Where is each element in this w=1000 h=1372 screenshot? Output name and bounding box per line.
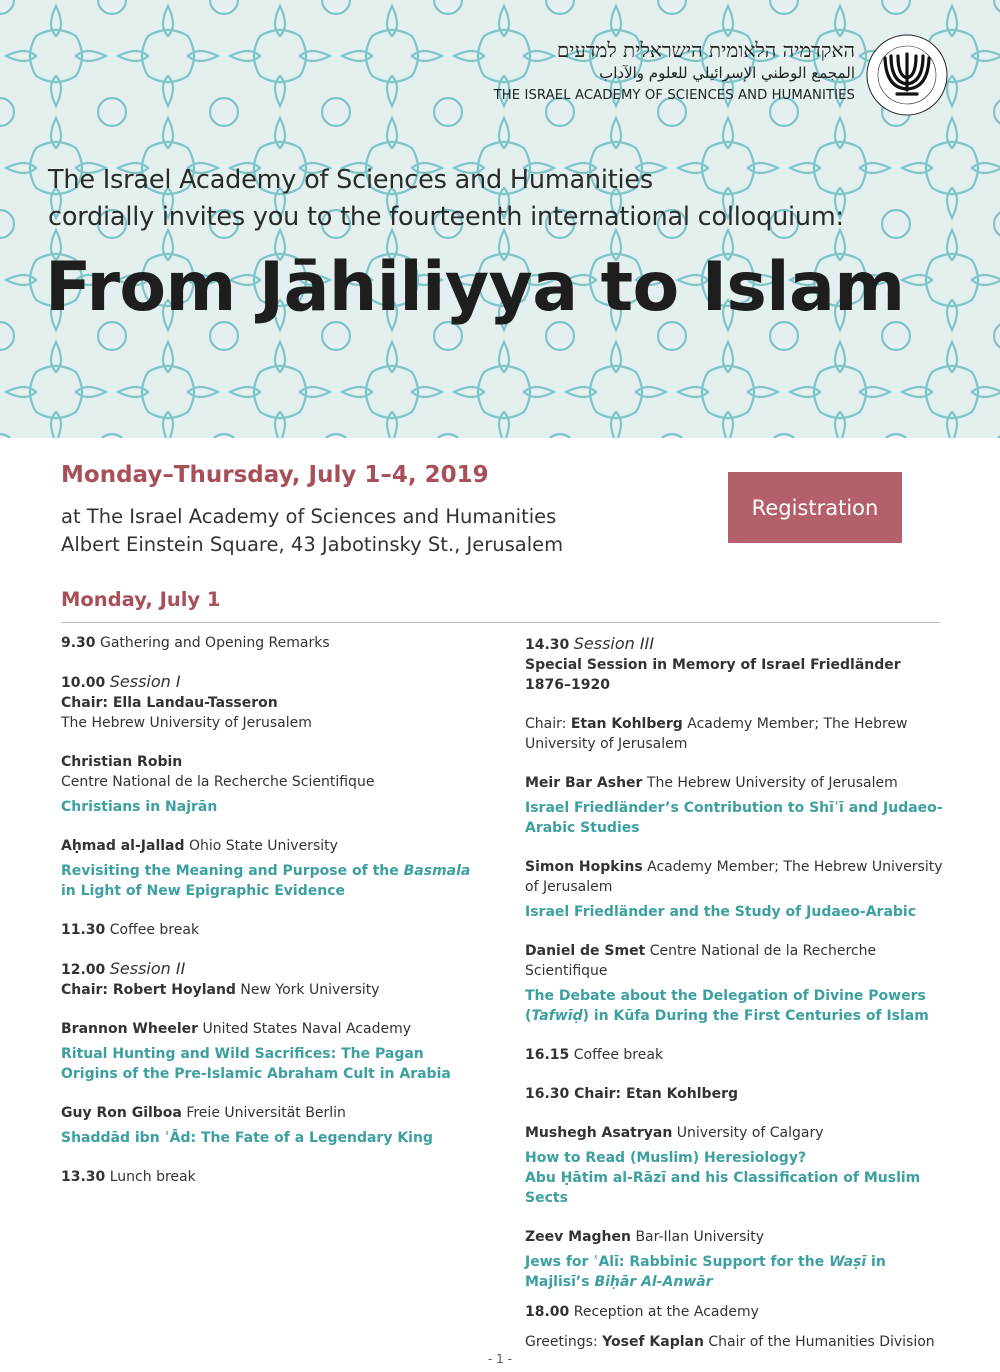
event-dates: Monday–Thursday, July 1–4, 2019 [61,462,489,488]
day-heading: Monday, July 1 [61,588,221,611]
registration-button[interactable]: Registration [728,472,902,543]
time: 14.30 [525,637,570,653]
speaker-name: Simon Hopkins [525,859,643,875]
session-3 [525,634,945,695]
talk-title-part: Jews for ʿAlī: Rabbinic Support for the [525,1254,830,1270]
invitation-line-2: cordially invites you to the fourteenth international colloquium: [48,202,844,232]
session-4-heading: 16.30 Chair: Etan Kohlberg [525,1086,738,1102]
speaker-name: Zeev Maghen [525,1229,631,1245]
academy-name-arabic: المجمع الوطني الإسرائيلي للعلوم والآداب [599,64,855,82]
talk-title [61,861,481,901]
talk-title-part: ) in Kūfa During the First Centuries of Islam [582,1008,929,1024]
talk-title-part: The Debate about the Delegation of Divine Powers ( [525,988,926,1024]
session-label: Session III [573,634,655,653]
talk-gilboa [61,1103,481,1148]
talk-title: Ritual Hunting and Wild Sacrifices: The Pagan Origins of the Pre-Islamic Abraham Cult in Arabia [61,1046,451,1082]
speaker-affiliation: Bar-Ilan University [635,1229,765,1245]
talk-title: Christians in Najrān [61,799,218,815]
program-item-lunch [61,1167,481,1187]
program-item-coffee [61,920,481,940]
item-text: Coffee break [109,922,200,938]
time: 18.00 [525,1304,570,1320]
talk-title: Shaddād ibn ʿĀd: The Fate of a Legendary King [61,1130,433,1146]
speaker-name: Daniel de Smet [525,943,646,959]
talk-de-smet [525,941,945,1026]
time: 11.30 [61,922,106,938]
speaker-affiliation: Centre National de la Recherche Scientifique [525,943,877,979]
program-item-reception [525,1302,945,1322]
academy-menorah-logo-icon [864,32,950,118]
talk-title-italic: Tafwīḍ [531,1008,583,1024]
program-item-opening [61,633,481,653]
session-label: Session II [109,959,186,978]
special-session-years: 1876–1920 [525,677,610,693]
session-label: Session I [109,672,181,691]
special-session-title: Special Session in Memory of Israel Friedländer [525,657,901,673]
talk-title-part: Revisiting the Meaning and Purpose of the [61,863,404,879]
greetings-label: Greetings: [525,1334,598,1350]
speaker-name: Mushegh Asatryan [525,1125,673,1141]
talk-title-part: in Majlisī’s [525,1254,886,1290]
talk-wheeler [61,1019,481,1084]
speaker-affiliation: Academy Member; The Hebrew University of Jerusalem [525,859,943,895]
invitation-line-1: The Israel Academy of Sciences and Humanities [48,165,653,195]
time: 16.15 [525,1047,570,1063]
talk-maghen [525,1227,945,1292]
talk-title: Israel Friedländer’s Contribution to Shīʿī and Judaeo-Arabic Studies [525,800,943,836]
time: 10.00 [61,675,106,691]
chair-name: Chair: Robert Hoyland [61,982,236,998]
talk-title-line-1: How to Read (Muslim) Heresiology? [525,1150,807,1166]
talk-bar-asher [525,773,945,838]
talk-title-line-2: Abu Ḥātim al-Rāzī and his Classification of Muslim Sects [525,1170,921,1206]
talk-title [525,1252,945,1292]
talk-hopkins [525,857,945,922]
session-3-chair: Chair: Etan Kohlberg Academy Member; The Hebrew University of Jerusalem [525,716,908,752]
item-text: Lunch break [109,1169,196,1185]
chair-name: Etan Kohlberg [570,716,683,732]
chair-affiliation: Academy Member; The Hebrew University of Jerusalem [525,716,908,752]
time: 12.00 [61,962,106,978]
chair-name: Chair: Ella Landau-Tasseron [61,695,278,711]
item-text: Reception at the Academy [573,1304,759,1320]
speaker-affiliation: Centre National de la Recherche Scientifique [61,774,375,790]
speaker-affiliation: The Hebrew University of Jerusalem [646,775,898,791]
talk-asatryan [525,1123,945,1208]
speaker-affiliation: United States Naval Academy [202,1021,412,1037]
item-text: Coffee break [573,1047,664,1063]
speaker-affiliation: Freie Universität Berlin [186,1105,346,1121]
time: 9.30 [61,635,96,651]
talk-robin [61,752,481,817]
talk-title-italic: Biḥār Al-Anwār [594,1274,713,1290]
speaker-name: Aḥmad al-Jallad [61,838,185,854]
academy-names [494,38,855,108]
event-venue [61,503,563,559]
item-text: Gathering and Opening Remarks [100,635,330,651]
speaker-affiliation: University of Calgary [676,1125,824,1141]
academy-name-english: THE ISRAEL ACADEMY OF SCIENCES AND HUMANITIES [493,88,855,103]
session-1 [61,672,481,733]
venue-line-2: Albert Einstein Square, 43 Jabotinsky St., Jerusalem [61,533,564,556]
chair-affiliation: The Hebrew University of Jerusalem [61,715,312,731]
time: 13.30 [61,1169,106,1185]
program-item-coffee [525,1045,945,1065]
speaker-name: Meir Bar Asher [525,775,643,791]
talk-title [525,1148,945,1208]
header-banner [0,0,1000,438]
talk-title-italic: Basmala [403,863,471,879]
chair-label: Chair [525,716,562,732]
chair-affiliation: New York University [240,982,380,998]
session-2 [61,959,481,1000]
venue-line-1: at The Israel Academy of Sciences and Humanities [61,505,557,528]
greetings-name: Yosef Kaplan [602,1334,704,1350]
invitation-text [48,162,844,236]
colloquium-title: From Jāhiliyya to Islam [45,248,905,327]
divider [61,622,940,623]
speaker-affiliation: Ohio State University [188,838,338,854]
talk-title-part: in Light of New Epigraphic Evidence [61,883,345,899]
greetings-role: Chair of the Humanities Division [708,1334,935,1350]
talk-title-italic: Waṣī [829,1254,867,1270]
page-number: - 1 - [488,1352,512,1366]
speaker-name: Christian Robin [61,754,183,770]
speaker-name: Brannon Wheeler [61,1021,199,1037]
academy-name-hebrew: האקדמיה הלאומית הישראלית למדעים [556,38,855,62]
speaker-name: Guy Ron Gilboa [61,1105,182,1121]
talk-al-jallad [61,836,481,901]
greetings [525,1332,945,1352]
talk-title [525,986,945,1026]
program-column-left [61,633,481,1206]
talk-title: Israel Friedländer and the Study of Judaeo-Arabic [525,904,917,920]
program-column-right [525,634,945,1371]
